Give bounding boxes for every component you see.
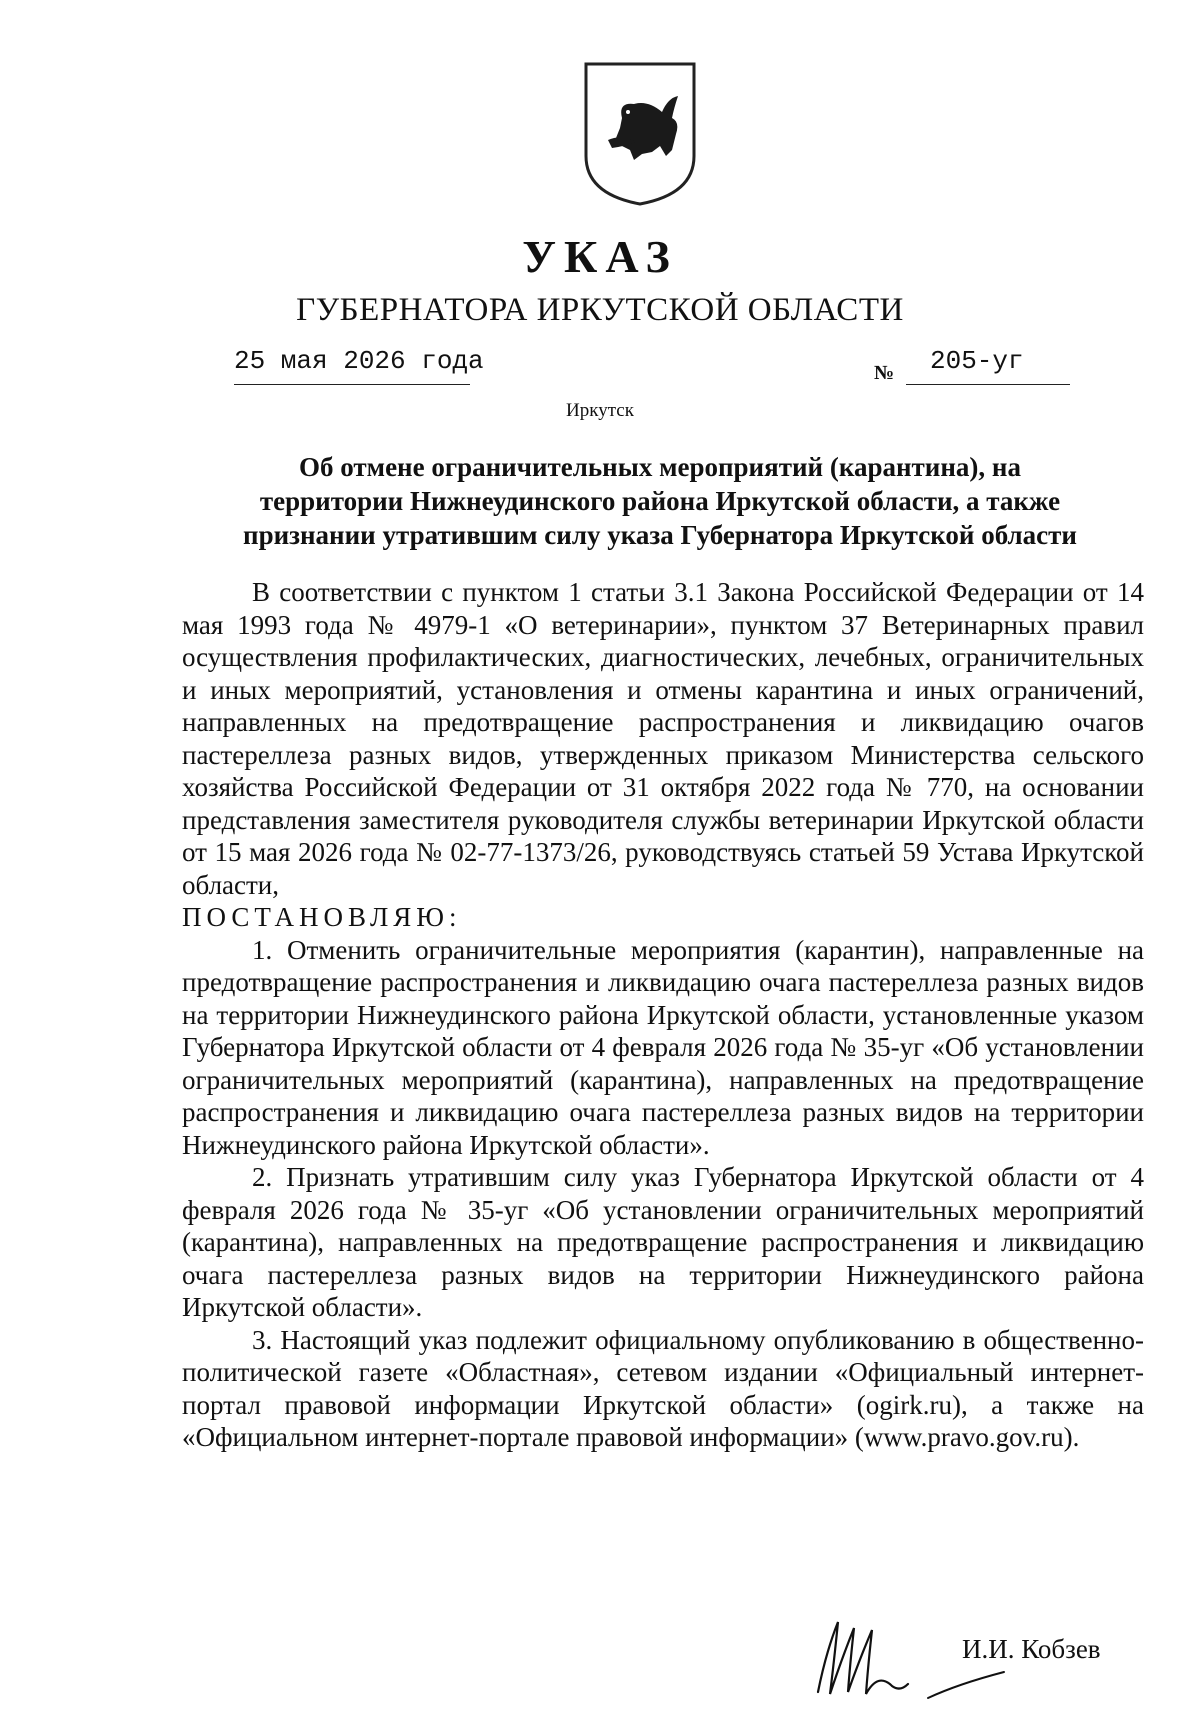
heading-line: территории Нижнеудинского района Иркутской области, а также: [259, 486, 1061, 516]
resolve-word: ПОСТАНОВЛЯЮ:: [182, 902, 462, 932]
preamble-paragraph: В соответствии с пунктом 1 статьи 3.1 Закона Российской Федерации от 14 мая 1993 года № 4979-1 «О ветеринарии», пунктом 37 Ветеринарных правил осуществления профилактических, диагностических, лечебных, ограничительных и иных мероприятий, установления и отмены карантина и иных ограничений, направленных на предотвращение распространения и ликвидацию очагов пастереллеза разных видов, утвержденных приказом Министерства сельского хозяйства Российской Федерации от 31 октября 2022 года № 770, на основании представления заместителя руководителя службы ветеринарии Иркутской области от 15 мая 2026 года № 02-77-1373/26, руководствуясь статьей 59 Устава Иркутской области,: [182, 577, 1144, 900]
decree-body: [182, 576, 1144, 1454]
decree-title: УКАЗ: [522, 231, 678, 282]
number-underline: [906, 384, 1070, 385]
decree-item: 3. Настоящий указ подлежит официальному опубликованию в общественно-политической газете «Областная», сетевом издании «Официальный интернет-портал правовой информации Иркутской области» (ogirk.ru), а также на «Официальном интернет-портале правовой информации» (www.pravo.gov.ru).: [182, 1324, 1144, 1452]
heading-line: Об отмене ограничительных мероприятий (карантина), на: [299, 452, 1021, 482]
heading-line: признании утратившим силу указа Губернатора Иркутской области: [243, 520, 1077, 550]
decree-item: 2. Признать утратившим силу указ Губернатора Иркутской области от 4 февраля 2026 года № 35-уг «Об установлении ограничительных мероприятий (карантина), направленных на предотвращение распространения и ликвидацию очага пастереллеза разных видов на территории Нижнеудинского района Иркутской области».: [182, 1162, 1144, 1322]
date-underline: [234, 384, 470, 385]
decree-number: 205-уг: [930, 346, 1024, 376]
signer-name: И.И. Кобзев: [962, 1634, 1101, 1664]
decree-heading: [190, 450, 1130, 552]
coat-of-arms-emblem: [582, 60, 698, 208]
decree-item: 1. Отменить ограничительные мероприятия (карантин), направленные на предотвращение распространения и ликвидацию очага пастереллеза разных видов на территории Нижнеудинского района Иркутской области, установленные указом Губернатора Иркутской области от 4 февраля 2026 года № 35-уг «Об установлении ограничительных мероприятий (карантина), направленных на предотвращение распространения и ликвидацию очага пастереллеза разных видов на территории Нижнеудинского района Иркутской области».: [182, 934, 1144, 1160]
decree-issuer: ГУБЕРНАТОРА ИРКУТСКОЙ ОБЛАСТИ: [296, 292, 904, 328]
number-sign: №: [874, 362, 895, 384]
issue-place: Иркутск: [566, 400, 634, 421]
decree-date: 25 мая 2026 года: [234, 346, 484, 376]
